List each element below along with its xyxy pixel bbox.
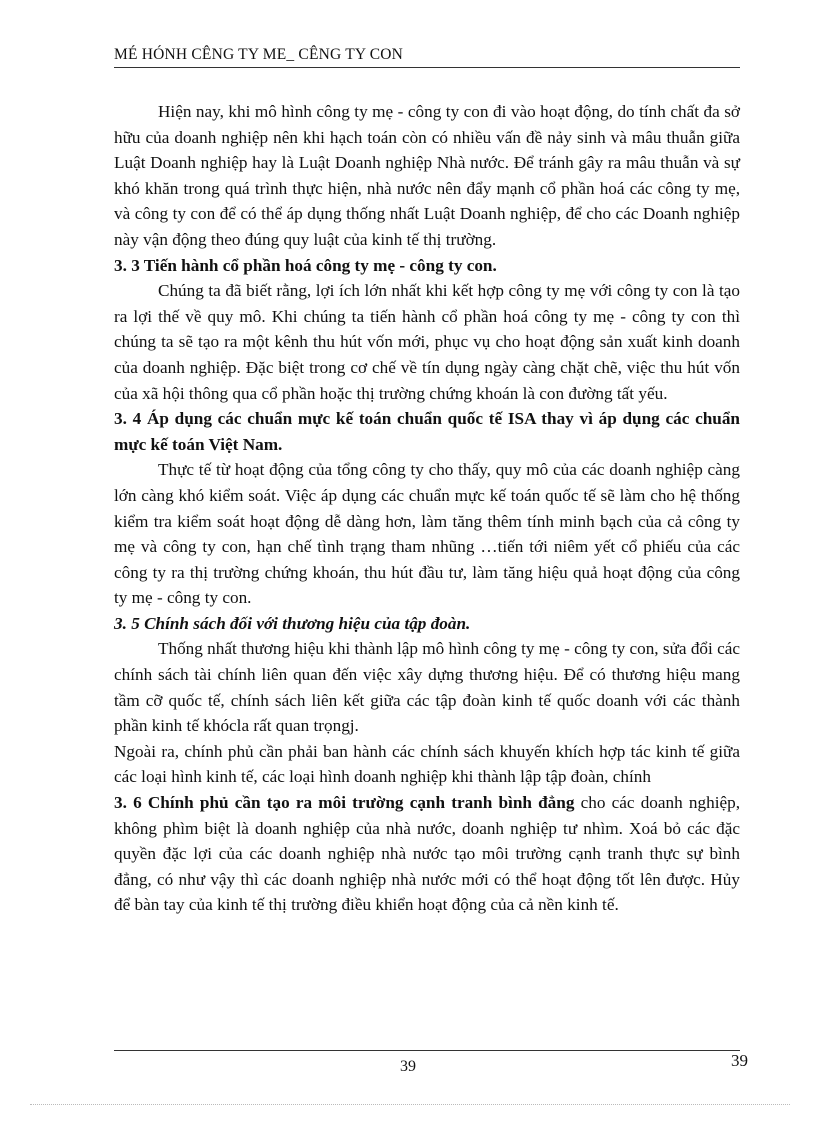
- paragraph-accounting-standards: Thực tế từ hoạt động của tổng công ty cho thấy, quy mô của các doanh nghiệp càng lớn càng khó kiểm soát. Việc áp dụng các chuẩn mực kế toán quốc tế sẽ làm cho hệ thống kiểm tra kiểm soát hoạt động dễ dàng hơn, làm tăng thêm tính minh bạch của cả công ty mẹ và công ty con, hạn chế tình trạng tham nhũng …tiến tới niêm yết cổ phiếu của các công ty ra thị trường chứng khoán, thu hút đầu tư, làm tăng hiệu quả hoạt động của công ty mẹ - công ty con.: [114, 460, 740, 608]
- header-divider: [114, 67, 740, 68]
- section-heading-3-5: 3. 5 Chính sách đối với thương hiệu của tập đoàn.: [114, 613, 471, 633]
- page-number-right: 39: [731, 1051, 748, 1070]
- paragraph-competition: [114, 790, 740, 918]
- page-number: 39: [400, 1058, 416, 1075]
- running-header: MÉ HÓNH CÊNG TY ME_ CÊNG TY CON: [114, 46, 404, 63]
- page-bottom-dotted-line: [30, 1104, 790, 1105]
- section-heading-3-3: 3. 3 Tiến hành cổ phần hoá công ty mẹ - công ty con.: [114, 255, 497, 275]
- paragraph-competition-text: cho các doanh nghiệp, không phìm biệt là doanh nghiệp của nhà nước, doanh nghiệp tư nhìm. Xoá bỏ các đặc quyền đặc lợi của các doanh nghiệp nhà nước tạo môi trường cạnh tranh thực sự bình đẳng, có như vậy thì các doanh nghiệp nhà nước mới có thể hoạt động tốt lên được. Hủy để bàn tay của kinh tế thị trường điều khiển hoạt động của cả nền kinh tế.: [114, 793, 740, 915]
- paragraph-equitization: Chúng ta đã biết rằng, lợi ích lớn nhất khi kết hợp công ty mẹ với công ty con là tạo ra lợi thế về quy mô. Khi chúng ta tiến hành cổ phần hoá công ty mẹ - công ty con thì chúng ta sẽ tạo ra một kênh thu hút vốn mới, phục vụ cho hoạt động sản xuất kinh doanh của doanh nghiệp. Đặc biệt trong cơ chế về tín dụng ngày càng chặt chẽ, việc thu hút vốn của xã hội thông qua cổ phần hoặc thị trường chứng khoán là con đường tất yếu.: [114, 281, 740, 403]
- paragraph-intro: Hiện nay, khi mô hình công ty mẹ - công ty con đi vào hoạt động, do tính chất đa sở hữu của doanh nghiệp nên khi hạch toán còn có nhiều vấn đề nảy sinh và mâu thuẫn giữa Luật Doanh nghiệp hay là Luật Doanh nghiệp Nhà nước. Để tránh gây ra mâu thuẫn và sự khó khăn trong quá trình thực hiện, nhà nước nên đẩy mạnh cổ phần hoá các công ty mẹ, và công ty con để có thể áp dụng thống nhất Luật Doanh nghiệp, để cho các Doanh nghiệp này vận động theo đúng quy luật của kinh tế thị trường.: [114, 102, 740, 249]
- document-body: [114, 99, 740, 918]
- paragraph-cooperation: Ngoài ra, chính phủ cần phải ban hành các chính sách khuyến khích hợp tác kinh tế giữa các loại hình kinh tế, các loại hình doanh nghiệp khi thành lập tập đoàn, chính: [114, 741, 740, 787]
- section-heading-3-4: 3. 4 Áp dụng các chuẩn mực kế toán chuẩn quốc tế ISA thay vì áp dụng các chuẩn mực kế toán Việt Nam.: [114, 409, 740, 454]
- section-heading-3-6: 3. 6 Chính phủ cần tạo ra môi trường cạnh tranh bình đẳng: [114, 793, 575, 813]
- footer-divider: [114, 1050, 740, 1051]
- paragraph-brand-policy: Thống nhất thương hiệu khi thành lập mô hình công ty mẹ - công ty con, sửa đổi các chính sách tài chính liên quan đến việc xây dựng thương hiệu. Để có thương hiệu mang tầm cỡ quốc tế, chính sách liên kết giữa các tập đoàn kinh tế quốc doanh với các thành phần kinh tế khócla rất quan trọngj.: [114, 639, 740, 736]
